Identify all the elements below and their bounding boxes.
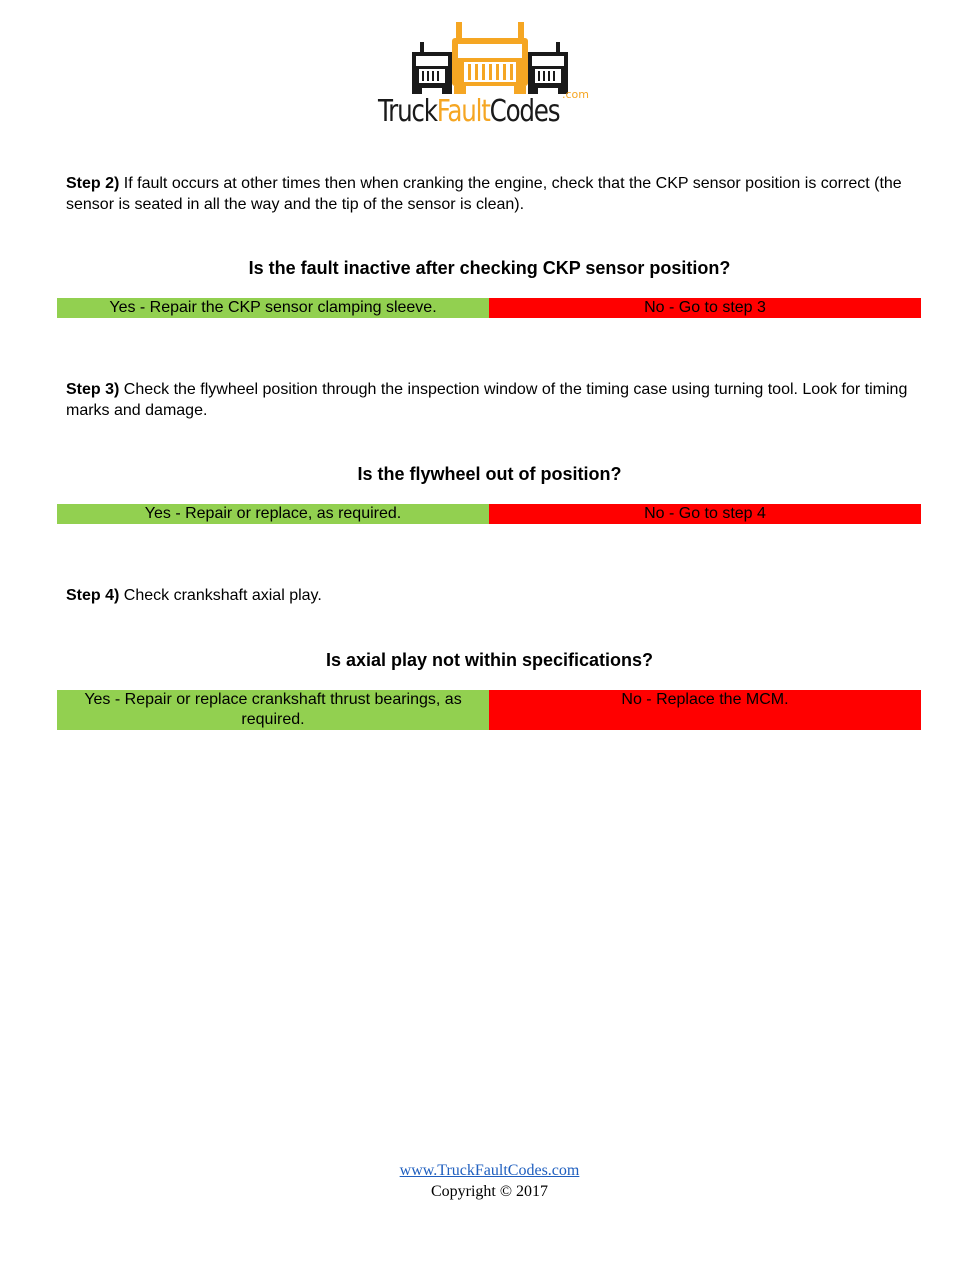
step-2-question: Is the fault inactive after checking CKP sensor position? [248, 258, 731, 278]
no-answer: No - Replace the MCM. [489, 690, 921, 730]
step-label: Step 4) [66, 587, 120, 604]
no-answer: No - Go to step 4 [489, 504, 921, 524]
website-link[interactable]: www.TruckFaultCodes.com [399, 1162, 580, 1179]
step-body: If fault occurs at other times then when cranking the engine, check that the CKP sensor position is correct (the sensor is seated in all the way and the tip of the sensor is clean). [66, 175, 902, 213]
footer [0, 1160, 979, 1202]
step-4-answers [57, 690, 921, 730]
yes-answer: Yes - Repair or replace crankshaft thrust bearings, as required. [57, 690, 489, 730]
step-label: Step 3) [66, 381, 120, 398]
yes-answer: Yes - Repair the CKP sensor clamping sleeve. [57, 298, 489, 318]
step-body: Check crankshaft axial play. [119, 587, 322, 604]
yes-answer: Yes - Repair or replace, as required. [57, 504, 489, 524]
step-2-answers [57, 298, 921, 318]
logo-suffix: .com [562, 88, 589, 101]
step-2-text [66, 173, 916, 215]
step-4-text [66, 585, 916, 606]
step-body: Check the flywheel position through the inspection window of the timing case using turning tool. Look for timing marks and damage. [66, 381, 908, 419]
step-label: Step 2) [66, 175, 120, 192]
truck-grille-icon [378, 20, 604, 94]
logo-wordmark: TruckFaultCodes [378, 94, 560, 129]
step-3-answers [57, 504, 921, 524]
logo [378, 20, 604, 130]
step-3-text [66, 379, 916, 421]
no-answer: No - Go to step 3 [489, 298, 921, 318]
copyright-text: Copyright © 2017 [430, 1183, 549, 1200]
step-4-question: Is axial play not within specifications? [325, 650, 654, 670]
step-3-question: Is the flywheel out of position? [357, 464, 622, 484]
